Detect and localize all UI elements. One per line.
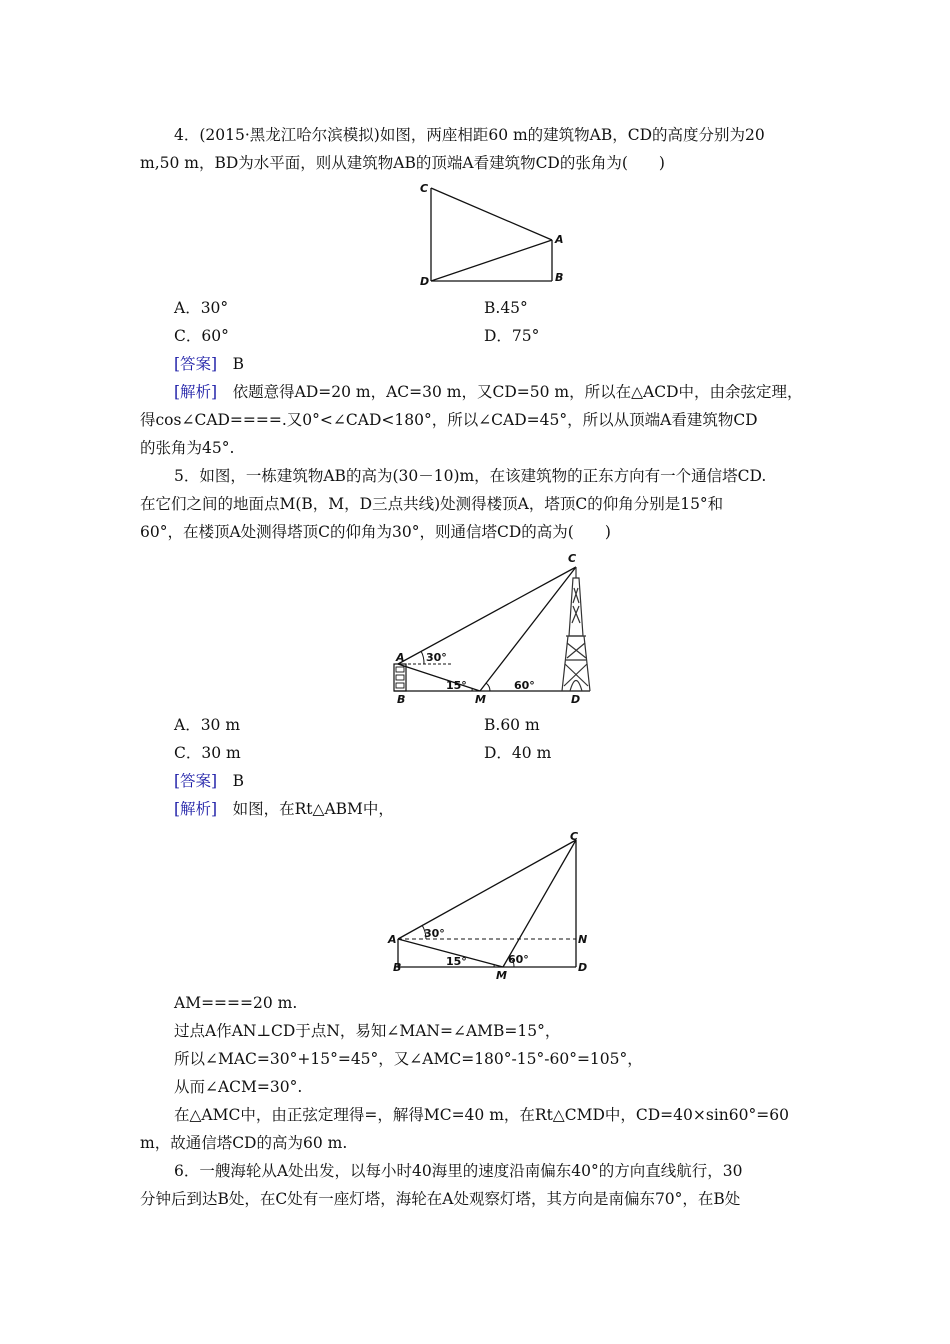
label-angle-30: 30° bbox=[424, 927, 445, 940]
analysis-tag: [解析] bbox=[174, 383, 218, 401]
label-d: D bbox=[420, 275, 430, 288]
label-angle-60: 60° bbox=[514, 679, 535, 692]
label-c: C bbox=[420, 182, 429, 195]
q4-figure bbox=[410, 180, 570, 290]
segment-ca bbox=[431, 188, 552, 240]
line-ac bbox=[398, 567, 576, 664]
q5-option-a: A．30 m bbox=[174, 716, 241, 734]
q5-line-2: 在它们之间的地面点M(B，M，D三点共线)处测得楼顶A，塔顶C的仰角分别是15°和 bbox=[140, 495, 724, 513]
arc-30 bbox=[421, 651, 424, 664]
segment-mc bbox=[503, 840, 576, 967]
line-mc bbox=[480, 567, 576, 691]
q5-answer bbox=[174, 770, 244, 792]
label-a: A bbox=[396, 651, 405, 664]
answer-value: B bbox=[232, 355, 245, 373]
q4-line-1: 4．(2015·黑龙江哈尔滨模拟)如图，两座相距60 m的建筑物AB，CD的高度分别为20 bbox=[174, 126, 765, 144]
q5-option-c: C．30 m bbox=[174, 744, 241, 762]
q5-figure-1 bbox=[390, 548, 600, 708]
label-m: M bbox=[475, 693, 486, 706]
q4-answer bbox=[174, 353, 244, 375]
analysis-text: 依题意得AD=20 m，AC=30 m，又CD=50 m，所以在△ACD中，由余弦定理， bbox=[232, 383, 803, 401]
q6-line-2: 分钟后到达B处，在C处有一座灯塔，海轮在A处观察灯塔，其方向是南偏东70°，在B处 bbox=[140, 1190, 741, 1208]
q5-step-4: 从而∠ACM=30°. bbox=[174, 1078, 303, 1096]
label-c: C bbox=[568, 552, 577, 565]
label-d: D bbox=[571, 693, 581, 706]
tower-icon bbox=[562, 567, 590, 691]
label-d: D bbox=[578, 961, 588, 974]
q5-line-3: 60°，在楼顶A处测得塔顶C的仰角为30°，则通信塔CD的高为( ) bbox=[140, 523, 611, 541]
q5-step-2: 过点A作AN⊥CD于点N，易知∠MAN=∠AMB=15°， bbox=[174, 1022, 561, 1040]
label-angle-60: 60° bbox=[508, 953, 529, 966]
q5-analysis-intro bbox=[174, 798, 394, 820]
label-angle-15: 15° bbox=[446, 955, 467, 968]
q4-analysis-1 bbox=[174, 381, 803, 403]
window bbox=[396, 675, 404, 680]
q4-option-c: C．60° bbox=[174, 327, 229, 345]
label-a: A bbox=[388, 933, 397, 946]
q4-analysis-2: 得cos∠CAD====.又0°<∠CAD<180°，所以∠CAD=45°，所以从顶端A看建筑物CD bbox=[140, 411, 758, 429]
q5-step-1: AM====20 m. bbox=[174, 994, 298, 1012]
line-am bbox=[398, 664, 480, 691]
window bbox=[396, 667, 404, 672]
q5-step-5: 在△AMC中，由正弦定理得=，解得MC=40 m，在Rt△CMD中，CD=40×sin60°=60 bbox=[174, 1106, 789, 1124]
answer-tag: [答案] bbox=[174, 355, 218, 373]
q4-option-a: A．30° bbox=[174, 299, 229, 317]
q5-option-d: D．40 m bbox=[484, 744, 552, 762]
label-angle-30: 30° bbox=[426, 651, 447, 664]
q4-analysis-3: 的张角为45°. bbox=[140, 439, 235, 457]
segment-da bbox=[431, 240, 552, 281]
q4-option-d: D．75° bbox=[484, 327, 540, 345]
q5-step-3: 所以∠MAC=30°+15°=45°，又∠AMC=180°-15°-60°=105°， bbox=[174, 1050, 643, 1068]
label-b: B bbox=[393, 961, 402, 974]
label-b: B bbox=[555, 271, 564, 284]
label-a: A bbox=[555, 233, 564, 246]
label-n: N bbox=[578, 933, 588, 946]
analysis-tag: [解析] bbox=[174, 800, 218, 818]
label-m: M bbox=[496, 969, 507, 982]
q6-line-1: 6．一艘海轮从A处出发，以每小时40海里的速度沿南偏东40°的方向直线航行，30 bbox=[174, 1162, 743, 1180]
arc-60 bbox=[486, 683, 490, 691]
window bbox=[396, 683, 404, 688]
segment-ac bbox=[398, 840, 576, 939]
analysis-text: 如图，在Rt△ABM中， bbox=[232, 800, 394, 818]
answer-tag: [答案] bbox=[174, 772, 218, 790]
q5-step-6: m，故通信塔CD的高为60 m. bbox=[140, 1134, 348, 1152]
q5-line-1: 5．如图，一栋建筑物AB的高为(30－10)m，在该建筑物的正东方向有一个通信塔CD. bbox=[174, 467, 767, 485]
q5-option-b: B.60 m bbox=[484, 716, 540, 734]
label-c: C bbox=[570, 830, 579, 843]
q4-option-b: B.45° bbox=[484, 299, 528, 317]
answer-value: B bbox=[232, 772, 245, 790]
label-b: B bbox=[397, 693, 406, 706]
q5-figure-2 bbox=[390, 828, 600, 988]
q4-line-2: m,50 m，BD为水平面，则从建筑物AB的顶端A看建筑物CD的张角为( ) bbox=[140, 154, 665, 172]
label-angle-15: 15° bbox=[446, 679, 467, 692]
